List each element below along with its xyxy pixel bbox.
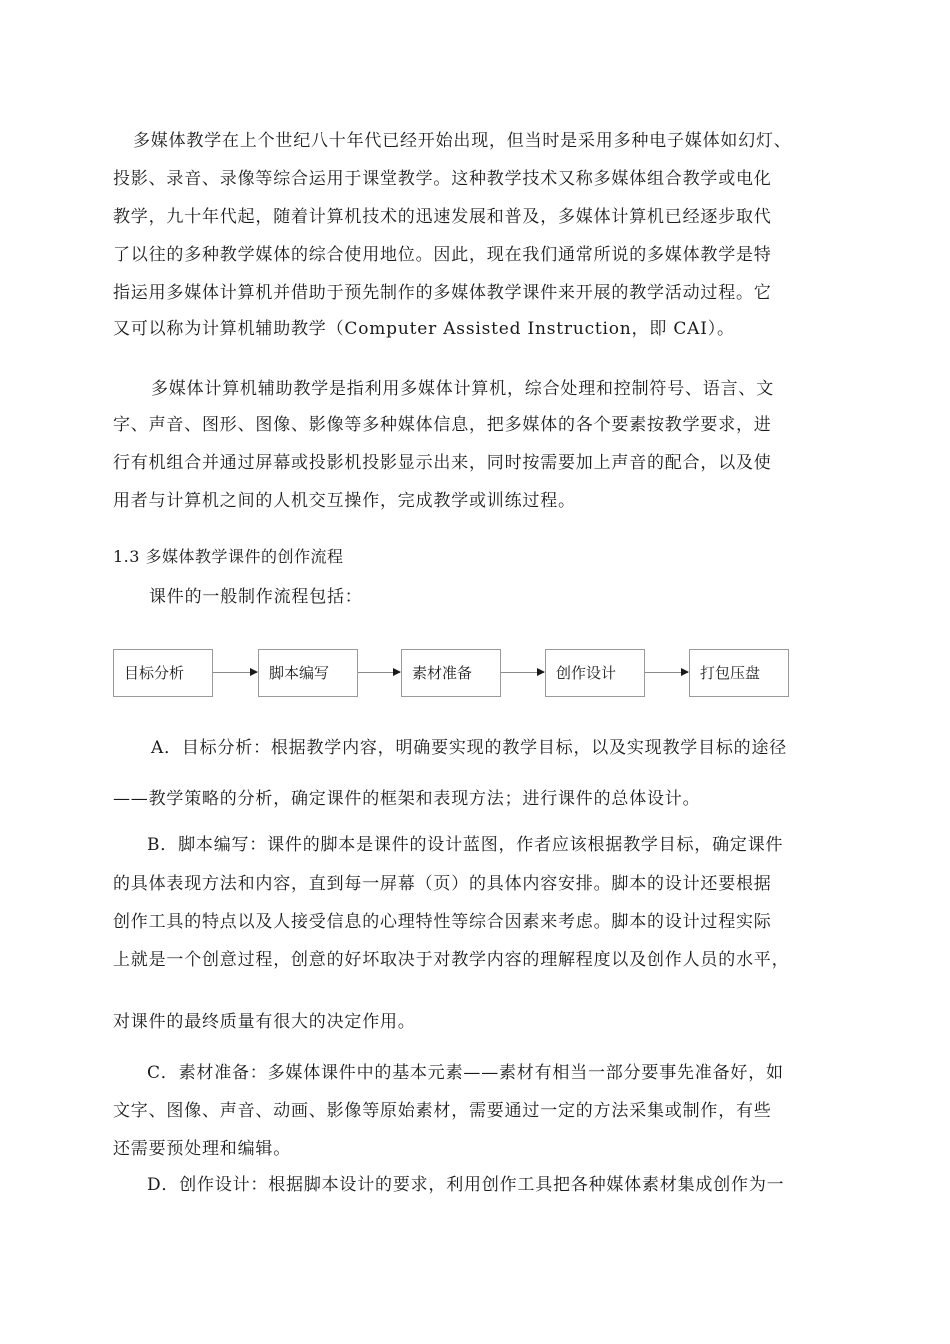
text-line: 文字、图像、声音、动画、影像等原始素材，需要通过一定的方法采集或制作，有些	[113, 1101, 772, 1121]
flow-step-script-writing: 脚本编写	[258, 649, 358, 697]
arrow-right-icon	[358, 672, 400, 673]
text-line: 了以往的多种教学媒体的综合使用地位。因此，现在我们通常所说的多媒体教学是特	[113, 245, 772, 265]
text-line: C．素材准备：多媒体课件中的基本元素——素材有相当一部分要事先准备好，如	[147, 1063, 784, 1083]
text-line: 投影、录音、录像等综合运用于课堂教学。这种教学技术又称多媒体组合教学或电化	[113, 169, 772, 189]
text-line: 多媒体计算机辅助教学是指利用多媒体计算机，综合处理和控制符号、语言、文	[151, 379, 774, 399]
text-line: 创作工具的特点以及人接受信息的心理特性等综合因素来考虑。脚本的设计过程实际	[113, 912, 772, 932]
section-heading: 1.3 多媒体教学课件的创作流程	[113, 547, 344, 566]
flow-step-creation-design: 创作设计	[545, 649, 645, 697]
text-line: A．目标分析：根据教学内容，明确要实现的教学目标，以及实现教学目标的途径	[151, 738, 788, 758]
arrow-right-icon	[213, 672, 257, 673]
flow-step-goal-analysis: 目标分析	[113, 649, 213, 697]
text-line: 的具体表现方法和内容，直到每一屏幕（页）的具体内容安排。脚本的设计还要根据	[113, 874, 772, 894]
text-line: 教学，九十年代起，随着计算机技术的迅速发展和普及，多媒体计算机已经逐步取代	[113, 207, 772, 227]
text-line: 课件的一般制作流程包括：	[149, 587, 363, 607]
flow-step-packaging: 打包压盘	[689, 649, 789, 697]
text-line: D．创作设计：根据脚本设计的要求，利用创作工具把各种媒体素材集成创作为一	[147, 1175, 785, 1195]
text-line: 上就是一个创意过程，创意的好坏取决于对教学内容的理解程度以及创作人员的水平，	[113, 950, 790, 970]
text-line: 用者与计算机之间的人机交互操作，完成教学或训练过程。	[113, 491, 576, 511]
flow-step-material-prep: 素材准备	[401, 649, 501, 697]
text-line: 字、声音、图形、图像、影像等多种媒体信息，把多媒体的各个要素按教学要求，进	[113, 415, 772, 435]
text-line: 指运用多媒体计算机并借助于预先制作的多媒体教学课件来开展的教学活动过程。它	[113, 283, 772, 303]
text-line: 行有机组合并通过屏幕或投影机投影显示出来，同时按需要加上声音的配合，以及使	[113, 453, 772, 473]
text-line: 又可以称为计算机辅助教学（Computer Assisted Instruction，即 CAI）。	[113, 319, 735, 339]
text-line: 对课件的最终质量有很大的决定作用。	[113, 1012, 416, 1032]
text-line: ——教学策略的分析，确定课件的框架和表现方法；进行课件的总体设计。	[113, 789, 701, 809]
text-line: B．脚本编写：课件的脚本是课件的设计蓝图，作者应该根据教学目标，确定课件	[147, 835, 784, 855]
production-flowchart	[113, 649, 793, 699]
text-line: 多媒体教学在上个世纪八十年代已经开始出现，但当时是采用多种电子媒体如幻灯、	[133, 131, 792, 151]
arrow-right-icon	[501, 672, 544, 673]
text-line: 还需要预处理和编辑。	[113, 1139, 291, 1159]
arrow-right-icon	[645, 672, 688, 673]
